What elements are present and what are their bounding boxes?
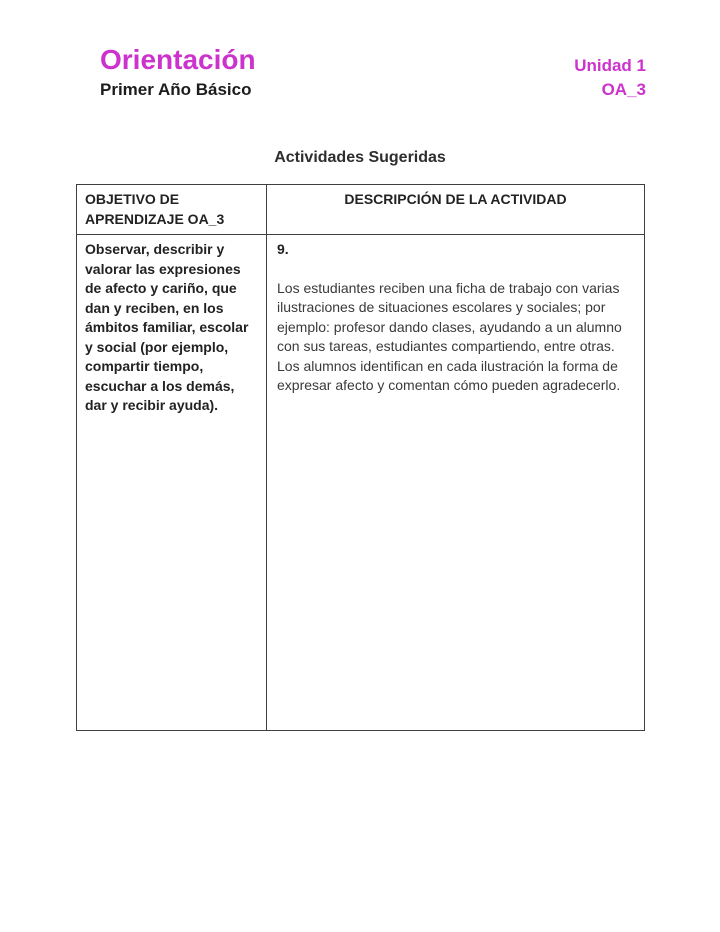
- column-header-description: DESCRIPCIÓN DE LA ACTIVIDAD: [267, 185, 645, 235]
- oa-code: OA_3: [601, 80, 646, 99]
- activity-description: Los estudiantes reciben una ficha de trabajo con varias ilustraciones de situaciones escolares y sociales; por ejemplo: profesor dando clases, ayudando a un alumno con sus tareas, estudiantes compartiendo, entre otras. Los alumnos identifican en cada ilustración la forma de expresar afecto y comentan cómo pueden agradecerlo.: [277, 279, 622, 393]
- unit-label: Unidad 1: [574, 56, 646, 75]
- activities-table: [76, 184, 645, 731]
- table-header-row: [77, 185, 645, 235]
- document-header: [100, 44, 646, 102]
- section-title: Actividades Sugeridas: [274, 149, 446, 166]
- column-header-objective: OBJETIVO DE APRENDIZAJE OA_3: [77, 185, 267, 235]
- table-row: [77, 235, 645, 731]
- activity-number: 9.: [277, 241, 289, 257]
- header-right-block: [574, 44, 646, 102]
- header-left-block: [100, 44, 256, 100]
- description-cell: [267, 235, 645, 731]
- objective-cell: Observar, describir y valorar las expresiones de afecto y cariño, que dan y reciben, en los ámbitos familiar, escolar y social (por ejemplo, compartir tiempo, escuchar a los demás, dar y recibir ayuda).: [77, 235, 267, 731]
- subject-title: Orientación: [100, 44, 256, 75]
- grade-level: Primer Año Básico: [100, 80, 252, 99]
